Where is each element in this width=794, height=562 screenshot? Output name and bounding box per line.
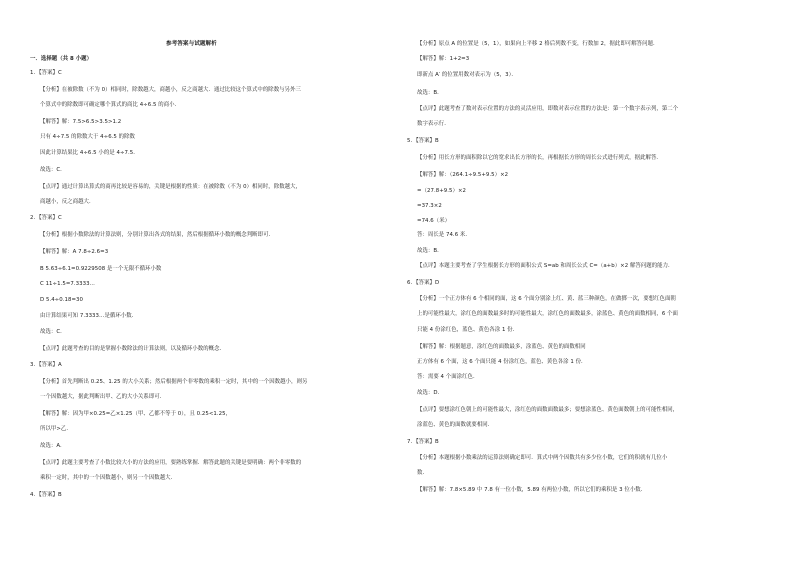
right-text-line: 【分析】原点 A 的位置是（5，1），如果向上平移 2 格后列数不变，行数加 2，据此即可解答问题．	[417, 41, 659, 47]
right-text-line: 涂蓝色、黄色的面数就要相同．	[417, 422, 494, 428]
right-text-line: 【分析】本题根据小数乘法的运算法则确定即可．算式中两个因数共有多少位小数，它们的积就有几位小	[417, 455, 668, 461]
right-text-line: 故选：D．	[417, 390, 443, 396]
left-text-line: 【点评】此题主要考查了小数比较大小的方法的应用，要熟练掌握．解答此题的关键是要明确：两个非零数的	[40, 460, 302, 466]
left-text-line: 故选：C．	[40, 167, 66, 173]
left-text-line: 【解答】解：7.5>6.5>3.5>1.2	[40, 119, 122, 125]
right-text-line: 【解答】解：（264.1÷9.5+9.5）×2	[417, 172, 509, 178]
right-column	[407, 0, 764, 562]
right-text-line: 只能 4 份涂红色，蓝色、黄色各涂 1 份．	[417, 327, 519, 333]
right-text-line: 【解答】解：7.8×5.89 中 7.8 有一位小数，5.89 有两位小数，所以它们的乘积是 3 位小数．	[417, 487, 647, 493]
left-text-line: 【分析】在被除数（不为 0）相同时，除数越大，商越小，反之商越大．通过比较这个算式中的除数与另外三	[40, 87, 301, 93]
left-text-line: 2．【答案】C	[30, 215, 62, 221]
left-text-line: 只有 4÷7.5 的除数大于 4÷6.5 的除数	[40, 134, 135, 140]
left-text-line: 1．【答案】C	[30, 70, 62, 76]
left-text-line: 一个因数越大，据此判断出甲、乙的大小关系即可．	[40, 394, 166, 400]
right-text-line: 【点评】本题主要考查了学生根据长方形的面积公式 S=ab 和周长公式 C=（a+b）×2 解答问题的能力．	[417, 263, 674, 269]
left-text-line: D 5.4÷0.18=30	[40, 297, 83, 303]
left-text-line: 【解答】解：因为甲×0.25=乙×1.25（甲、乙都不等于 0），且 0.25<1.25，	[40, 411, 232, 417]
right-text-line: 正方体有 6 个面，这 6 个面只能 4 份涂红色，蓝色、黄色各涂 1 份．	[417, 359, 587, 365]
left-text-line: 故选：A．	[40, 443, 66, 449]
right-text-line: 【解答】解：1+2=3	[417, 56, 470, 62]
left-text-line: 【分析】根据小数除法的计算法则，分别计算出各式的结果，然后根据循环小数的概念判断即可．	[40, 232, 274, 238]
left-text-line: 【点评】此题考查的目的是掌握小数除法的计算法则，以及循环小数的概念．	[40, 346, 225, 352]
left-text-line: B 5.63÷6.1=0.9229508 是一个无限不循环小数	[40, 266, 162, 272]
left-text-line: 一．选择题（共 8 小题）	[30, 56, 93, 62]
right-text-line: 数字表示行．	[417, 121, 450, 127]
right-text-line: 【分析】一个正方体有 6 个相同的面，这 6 个面分别涂上红、黄、蓝三种颜色，在做掷一次，要想红色面朝	[417, 296, 676, 302]
left-text-line: 个算式中的除数即可确定哪个算式的商比 4÷6.5 的商小．	[40, 102, 180, 108]
right-text-line: 答：需要 4 个面涂红色．	[417, 374, 479, 380]
left-text-line: 参考答案与试题解析	[166, 41, 217, 47]
left-text-line: 商越小，反之商越大．	[40, 199, 95, 205]
right-text-line: 【分析】用长方形的面积除以它的宽求出长方形的长，再根据长方形的周长公式进行列式，据此解答．	[417, 155, 662, 161]
left-text-line: C 11÷1.5=7.3333…	[40, 281, 95, 287]
right-text-line: 【点评】要想涂红色朝上的可能性最大，涂红色的面数面数最多；要想涂蓝色、黄色面数朝上的可能性相同，	[417, 407, 679, 413]
right-text-line: 上的可能性最大，涂红色的面数最多时的可能性最大，涂红色的面数最多，涂蓝色、黄色的面数相同，6 个面	[417, 311, 678, 317]
right-text-line: 故选：B．	[417, 248, 443, 254]
left-text-line: 3．【答案】A	[30, 362, 62, 368]
left-text-line: 所以甲>乙．	[40, 426, 72, 432]
right-text-line: 6．【答案】D	[407, 280, 440, 286]
right-text-line: 即新点 A′ 的位置用数对表示为（5，3）．	[417, 72, 517, 78]
left-text-line: 【分析】首先判断出 0.25、1.25 的大小关系；然后根据两个非零数的乘积一定时，其中的一个因数越小，则另	[40, 379, 308, 385]
right-text-line: =（27.8+9.5）×2	[417, 188, 466, 194]
right-text-line: 【解答】解：根据题意，涂红色的面数最多，涂蓝色、黄色的面数相同	[417, 344, 586, 350]
left-text-line: 4．【答案】B	[30, 492, 62, 498]
left-text-line: 【解答】解：A 7.8÷2.6=3	[40, 249, 109, 255]
right-text-line: 故选：B．	[417, 90, 443, 96]
right-text-line: 5．【答案】B	[407, 138, 439, 144]
right-text-line: =74.6（米）	[417, 218, 451, 224]
left-column	[30, 0, 387, 562]
left-text-line: 【点评】通过计算出算式的商再比较是容易的，关键是根据的性质：在被除数（不为 0）相同时，除数越大，	[40, 184, 301, 190]
right-text-line: 答：周长是 74.6 米．	[417, 232, 471, 238]
left-text-line: 由计算结果可知 7.3333…是循环小数．	[40, 313, 138, 319]
right-text-line: 数．	[417, 470, 428, 476]
right-text-line: =37.3×2	[417, 203, 442, 209]
right-text-line: 7．【答案】B	[407, 439, 439, 445]
left-text-line: 乘积一定时，其中的一个因数越小，则另一个因数越大．	[40, 475, 177, 481]
left-text-line: 因此计算结果比 4÷6.5 小的是 4÷7.5．	[40, 150, 139, 156]
left-text-line: 故选：C．	[40, 329, 66, 335]
right-text-line: 【点评】此题考查了数对表示位置的方法的灵活应用，即数对表示位置的方法是：第一个数字表示列，第二个	[417, 106, 679, 112]
